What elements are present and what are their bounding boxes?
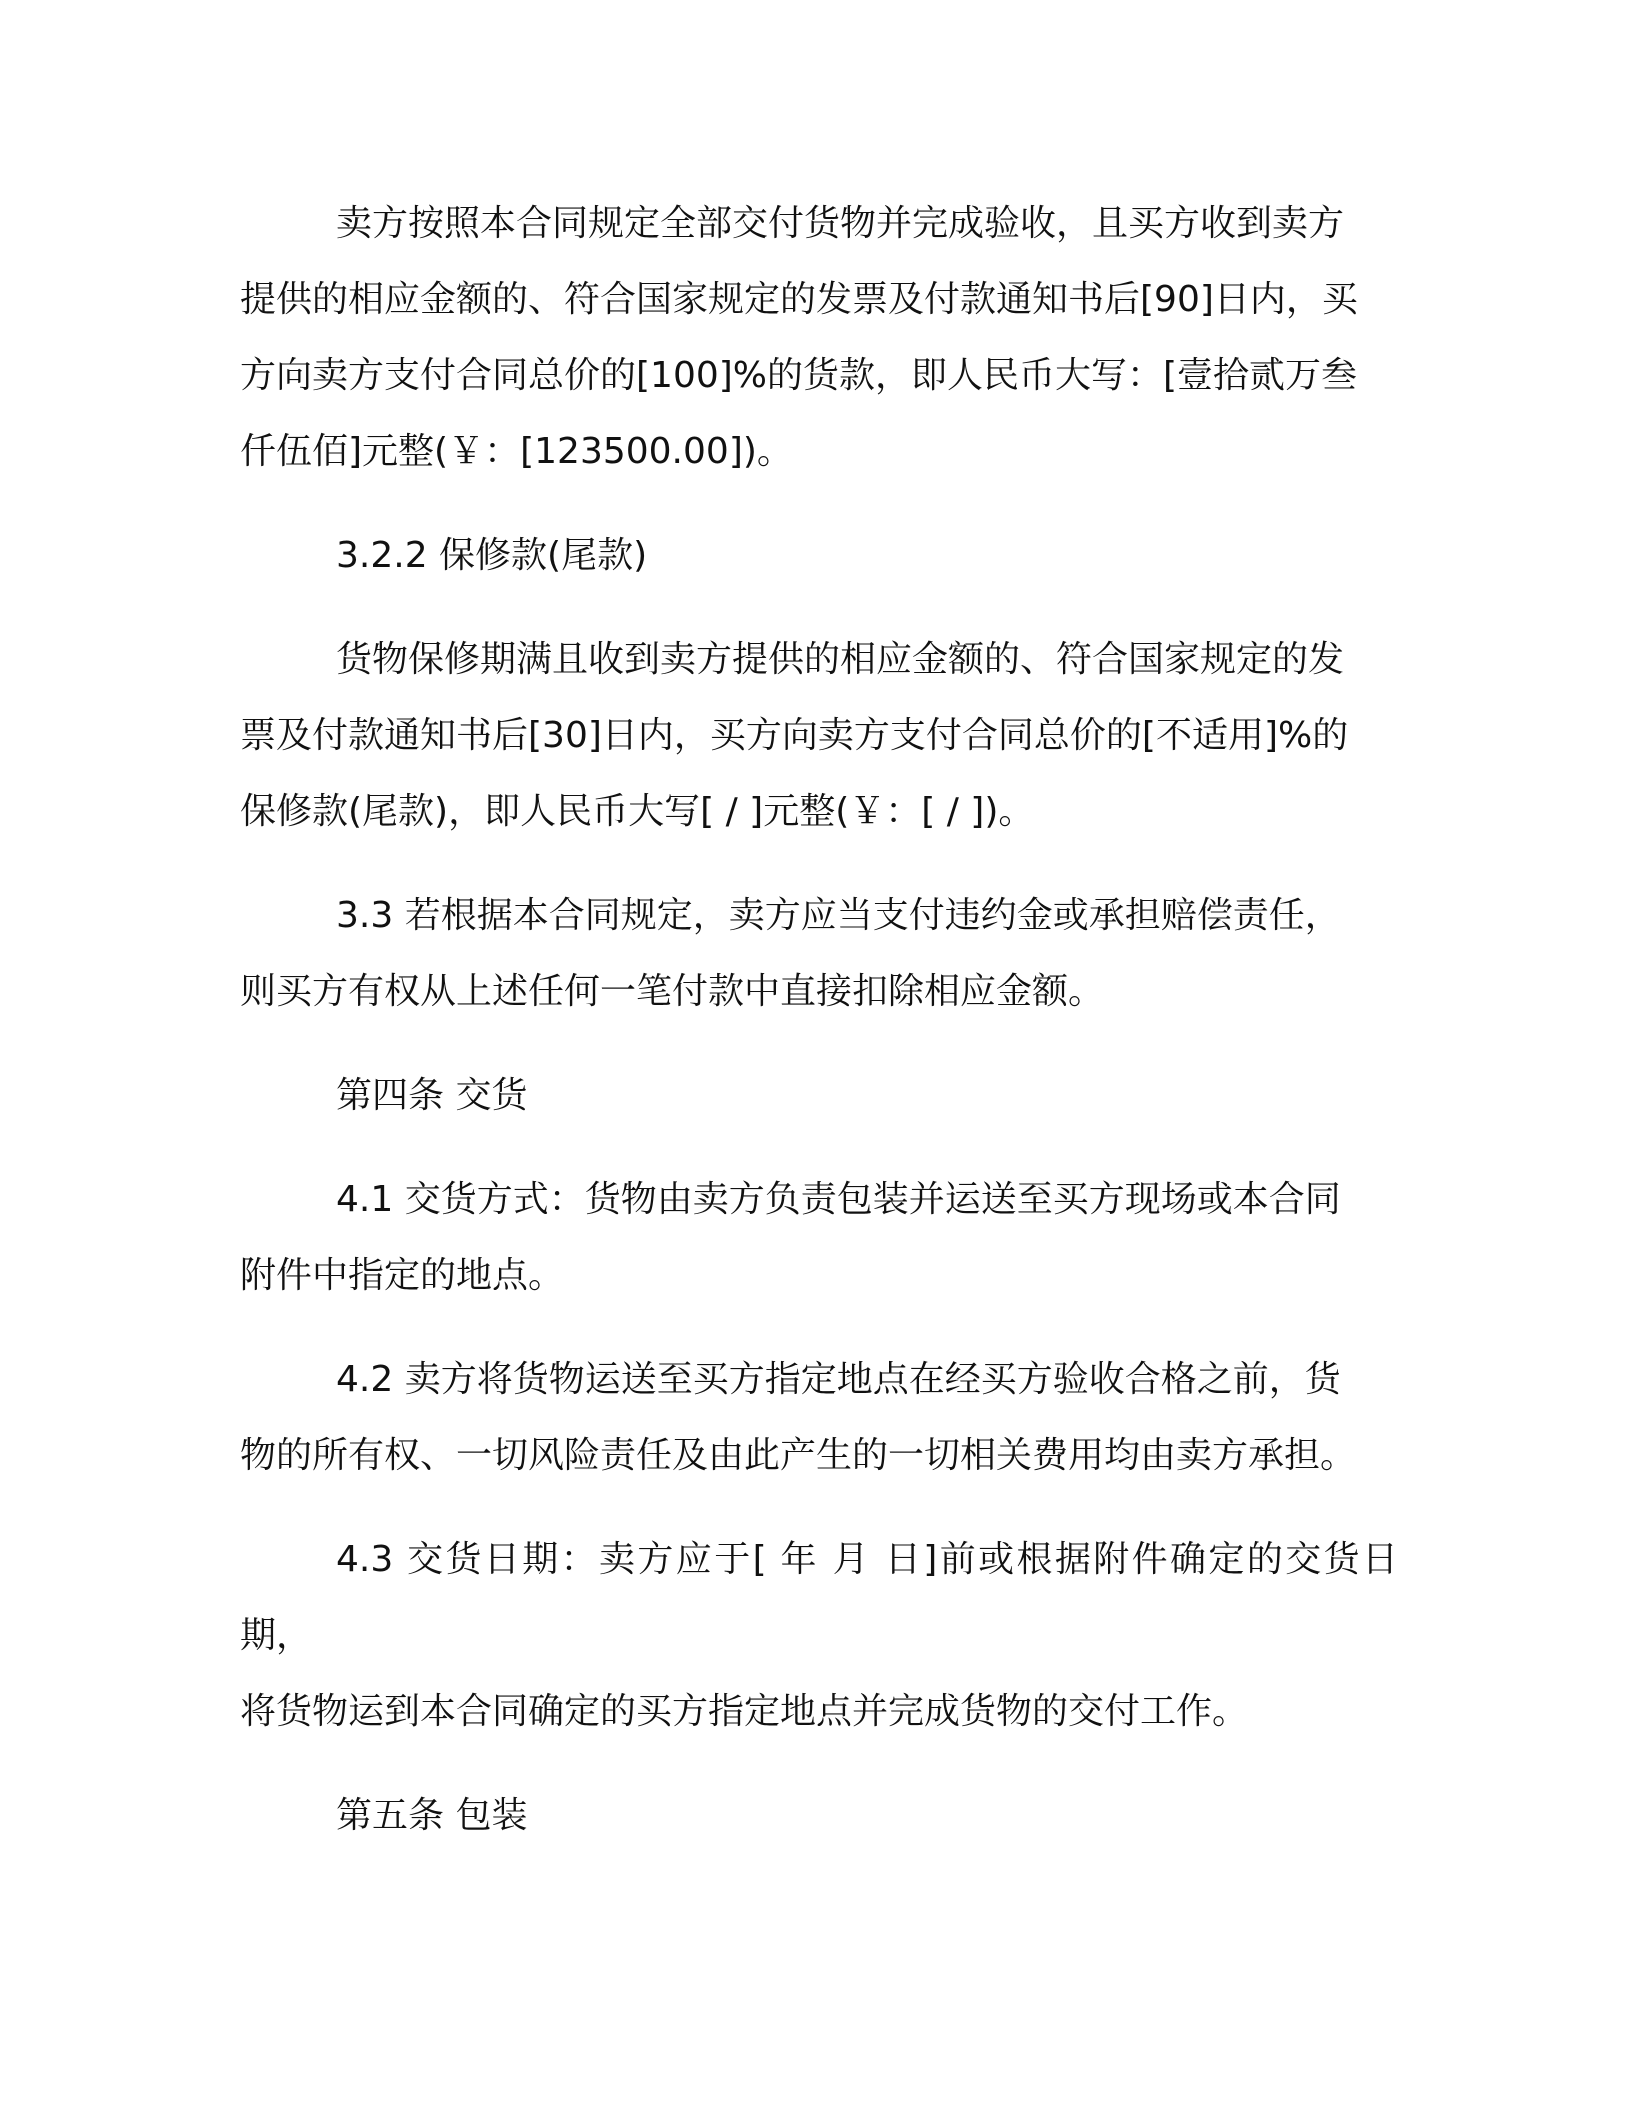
text-line: 3.2.2 保修款(尾款) xyxy=(336,535,648,576)
text-line: 第五条 包装 xyxy=(336,1795,528,1836)
article-heading-5 xyxy=(240,1778,1398,1854)
article-heading-4 xyxy=(240,1058,1398,1134)
document-body xyxy=(240,186,1398,1882)
paragraph-warranty-payment xyxy=(240,622,1398,850)
text-line: 卖方按照本合同规定全部交付货物并完成验收，且买方收到卖方 xyxy=(336,203,1345,244)
text-line: 保修款(尾款)，即人民币大写[ / ]元整(￥：[ / ])。 xyxy=(240,791,1035,832)
paragraph-clause-4-1 xyxy=(240,1162,1398,1314)
text-line: 货物保修期满且收到卖方提供的相应金额的、符合国家规定的发 xyxy=(336,639,1345,680)
text-line: 仟伍佰]元整(￥：[123500.00])。 xyxy=(240,431,793,472)
text-line: 方向卖方支付合同总价的[100]%的货款，即人民币大写：[壹拾贰万叁 xyxy=(240,355,1358,396)
paragraph-clause-4-2 xyxy=(240,1342,1398,1494)
section-heading-3-2-2 xyxy=(240,518,1398,594)
paragraph-clause-4-3 xyxy=(240,1522,1398,1750)
text-line: 附件中指定的地点。 xyxy=(240,1255,565,1296)
text-line: 则买方有权从上述任何一笔付款中直接扣除相应金额。 xyxy=(240,971,1105,1012)
text-line: 3.3 若根据本合同规定，卖方应当支付违约金或承担赔偿责任， xyxy=(336,895,1341,936)
paragraph-clause-3-3 xyxy=(240,878,1398,1030)
text-line: 物的所有权、一切风险责任及由此产生的一切相关费用均由卖方承担。 xyxy=(240,1435,1357,1476)
text-line: 第四条 交货 xyxy=(336,1075,528,1116)
text-line: 提供的相应金额的、符合国家规定的发票及付款通知书后[90]日内，买 xyxy=(240,279,1358,320)
text-line: 票及付款通知书后[30]日内，买方向卖方支付合同总价的[不适用]%的 xyxy=(240,715,1349,756)
text-line: 4.1 交货方式：货物由卖方负责包装并运送至买方现场或本合同 xyxy=(336,1179,1341,1220)
paragraph-payment-delivery xyxy=(240,186,1398,490)
text-line: 4.2 卖方将货物运送至买方指定地点在经买方验收合格之前，货 xyxy=(336,1359,1341,1400)
text-line: 将货物运到本合同确定的买方指定地点并完成货物的交付工作。 xyxy=(240,1691,1249,1732)
text-line: 4.3 交货日期：卖方应于[ 年 月 日]前或根据附件确定的交货日期， xyxy=(240,1539,1398,1656)
